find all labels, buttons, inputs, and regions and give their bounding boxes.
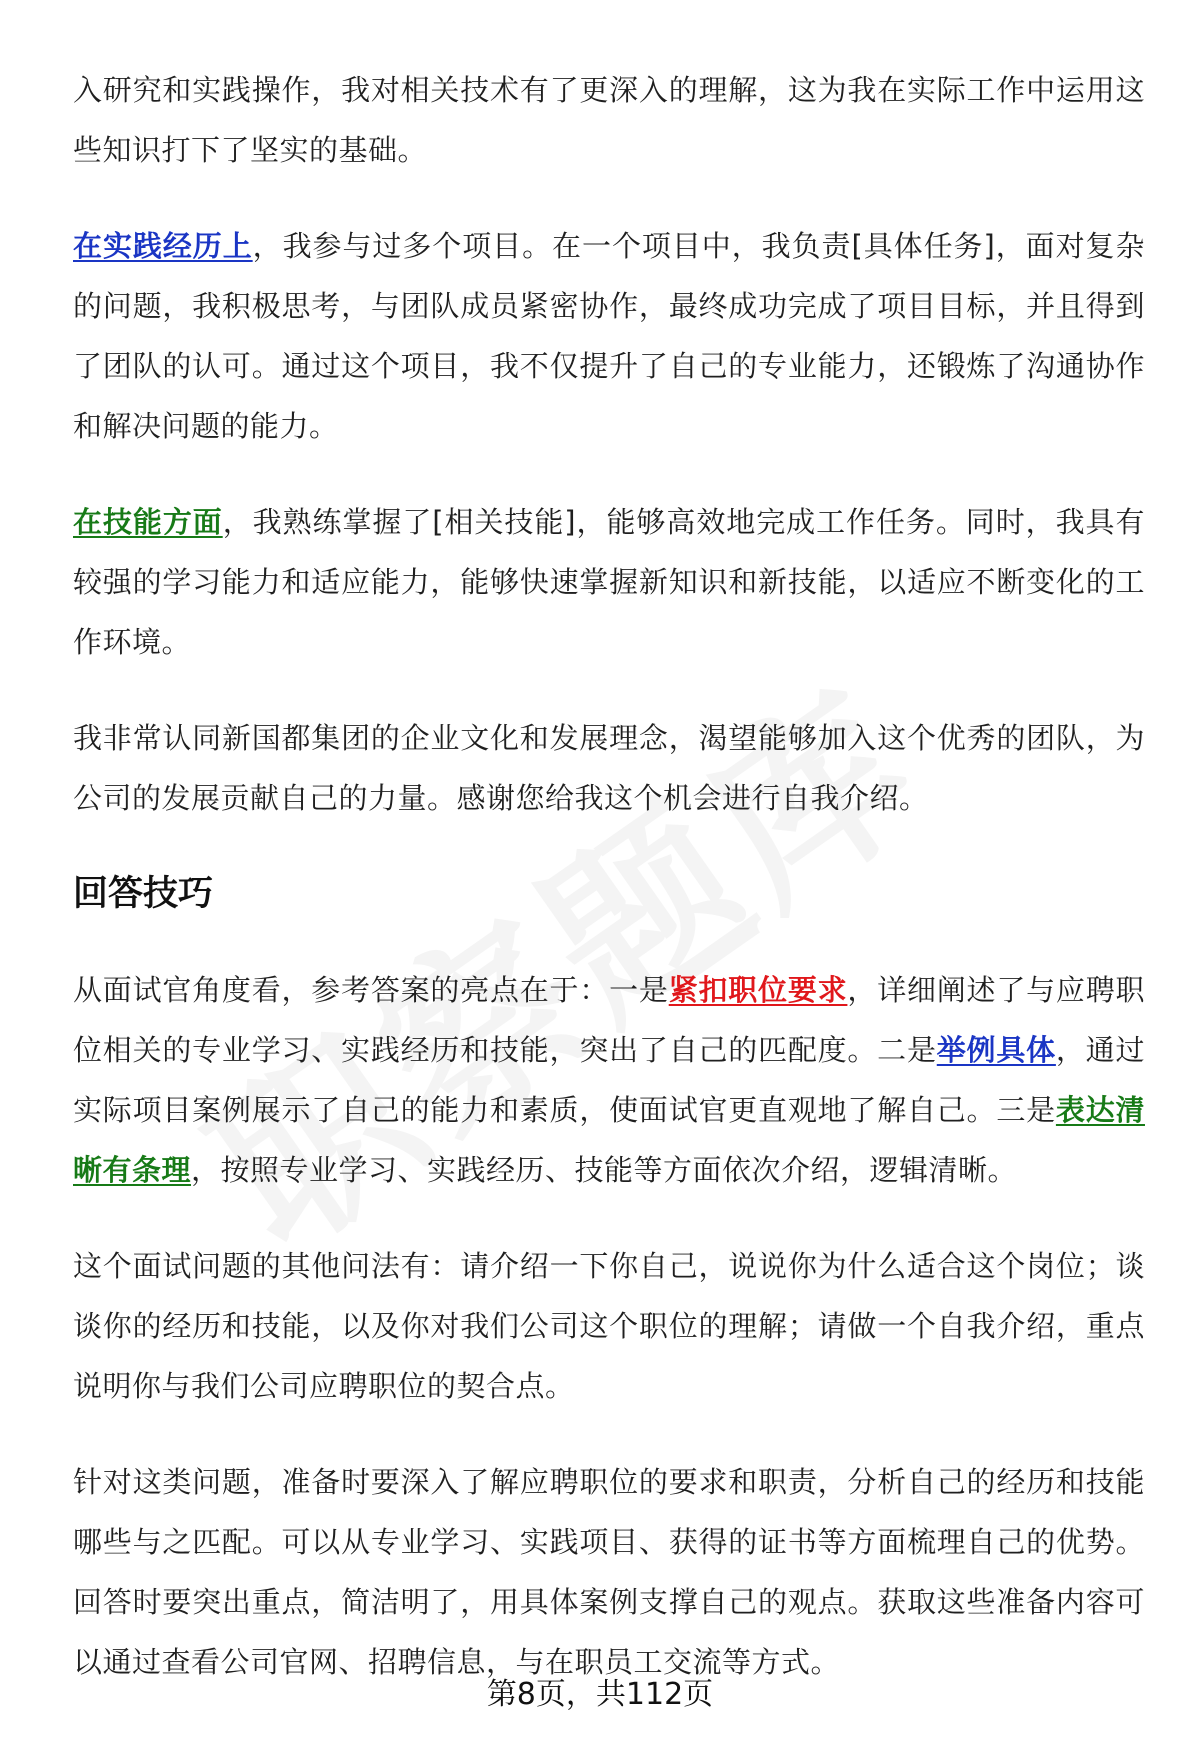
page-number: 第8页，共112页 <box>486 1677 714 1712</box>
document-body <box>73 60 1145 1728</box>
section-heading: 回答技巧 <box>73 874 214 914</box>
tip-text-a: 从面试官角度看，参考答案的亮点在于：一是 <box>73 973 669 1007</box>
highlight-skills: 在技能方面 <box>73 505 223 539</box>
tip-text-b: ，详细阐述了与应聘职位相关的专业学习、实践经历和技能，突出了自己的匹配度。二是 <box>73 973 1145 1067</box>
paragraph-skills <box>73 492 1145 672</box>
tip-text-c: ，通过实际项目案例展示了自己的能力和素质，使面试官更直观地了解自己。三是 <box>73 1033 1145 1127</box>
tip-paragraph-highlights <box>73 960 1145 1200</box>
paragraph-study: 入研究和实践操作，我对相关技术有了更深入的理解，这为我在实际工作中运用这些知识打下了坚实的基础。 <box>73 73 1145 167</box>
tip-text-d: ，按照专业学习、实践经历、技能等方面依次介绍，逻辑清晰。 <box>191 1153 1018 1187</box>
tip-paragraph-alternatives: 这个面试问题的其他问法有：请介绍一下你自己，说说你为什么适合这个岗位；谈谈你的经历和技能，以及你对我们公司这个职位的理解；请做一个自我介绍，重点说明你与我们公司应聘职位的契合点。 <box>73 1249 1145 1403</box>
highlight-practice: 在实践经历上 <box>73 229 253 263</box>
paragraph-closing: 我非常认同新国都集团的企业文化和发展理念，渴望能够加入这个优秀的团队，为公司的发展贡献自己的力量。感谢您给我这个机会进行自我介绍。 <box>73 721 1145 815</box>
tip-paragraph-preparation: 针对这类问题，准备时要深入了解应聘职位的要求和职责，分析自己的经历和技能哪些与之匹配。可以从专业学习、实践项目、获得的证书等方面梳理自己的优势。回答时要突出重点，简洁明了，用具体案例支撑自己的观点。获取这些准备内容可以通过查看公司官网、招聘信息，与在职员工交流等方式。 <box>73 1465 1145 1679</box>
highlight-specific-examples: 举例具体 <box>936 1033 1056 1067</box>
paragraph-practice-text: ，我参与过多个项目。在一个项目中，我负责[具体任务]，面对复杂的问题，我积极思考，与团队成员紧密协作，最终成功完成了项目目标，并且得到了团队的认可。通过这个项目，我不仅提升了自己的专业能力，还锻炼了沟通协作和解决问题的能力。 <box>73 229 1145 443</box>
highlight-job-requirements: 紧扣职位要求 <box>668 973 848 1007</box>
highlight-clear-expression: 表达清晰有条理 <box>73 1093 1145 1187</box>
paragraph-practice <box>73 216 1145 456</box>
paragraph-skills-text: ，我熟练掌握了[相关技能]，能够高效地完成工作任务。同时，我具有较强的学习能力和适应能力，能够快速掌握新知识和新技能，以适应不断变化的工作环境。 <box>73 505 1145 659</box>
